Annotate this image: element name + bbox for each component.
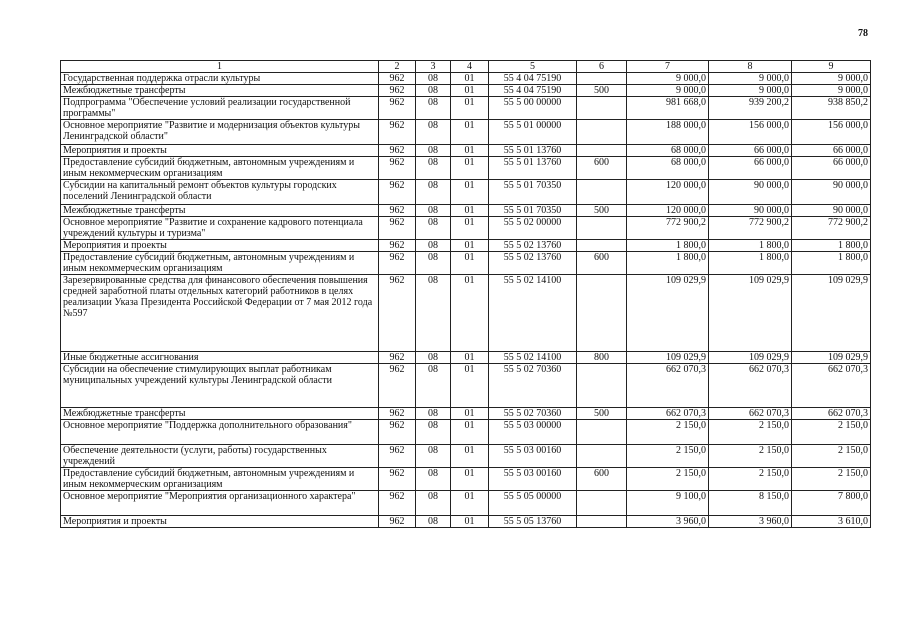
row-value-9: 156 000,0 bbox=[792, 120, 871, 145]
row-value-7: 120 000,0 bbox=[627, 180, 709, 205]
row-name: Основное мероприятие "Развитие и модернизация объектов культуры Ленинградской области" bbox=[61, 120, 379, 145]
row-value-9: 2 150,0 bbox=[792, 420, 871, 445]
table-row bbox=[61, 352, 871, 364]
row-code-2: 962 bbox=[379, 145, 416, 157]
table-row bbox=[61, 468, 871, 491]
table-row bbox=[61, 120, 871, 145]
header-cell: 7 bbox=[627, 61, 709, 73]
row-target-code: 55 5 02 00000 bbox=[489, 217, 577, 240]
row-name: Субсидии на обеспечение стимулирующих выплат работникам муниципальных учреждений культуры Ленинградской области bbox=[61, 364, 379, 408]
row-name: Основное мероприятие "Поддержка дополнительного образования" bbox=[61, 420, 379, 445]
table-row bbox=[61, 205, 871, 217]
table-row bbox=[61, 252, 871, 275]
row-name: Обеспечение деятельности (услуги, работы) государственных учреждений bbox=[61, 445, 379, 468]
row-value-8: 1 800,0 bbox=[709, 252, 792, 275]
row-value-9: 9 000,0 bbox=[792, 85, 871, 97]
header-cell: 5 bbox=[489, 61, 577, 73]
row-code-2: 962 bbox=[379, 120, 416, 145]
row-code-3: 08 bbox=[416, 157, 451, 180]
row-value-7: 772 900,2 bbox=[627, 217, 709, 240]
row-code-4: 01 bbox=[451, 275, 489, 352]
table-row bbox=[61, 157, 871, 180]
row-code-2: 962 bbox=[379, 157, 416, 180]
row-code-2: 962 bbox=[379, 516, 416, 528]
row-code-4: 01 bbox=[451, 97, 489, 120]
row-code-3: 08 bbox=[416, 516, 451, 528]
row-code-4: 01 bbox=[451, 491, 489, 516]
row-code-4: 01 bbox=[451, 364, 489, 408]
row-value-7: 68 000,0 bbox=[627, 145, 709, 157]
row-value-7: 662 070,3 bbox=[627, 408, 709, 420]
row-code-3: 08 bbox=[416, 468, 451, 491]
table-row bbox=[61, 73, 871, 85]
row-code-2: 962 bbox=[379, 252, 416, 275]
row-value-8: 90 000,0 bbox=[709, 205, 792, 217]
row-target-code: 55 5 02 70360 bbox=[489, 408, 577, 420]
row-value-8: 2 150,0 bbox=[709, 468, 792, 491]
row-code-4: 01 bbox=[451, 180, 489, 205]
row-value-9: 90 000,0 bbox=[792, 205, 871, 217]
row-code-4: 01 bbox=[451, 217, 489, 240]
table-row bbox=[61, 516, 871, 528]
row-target-code: 55 5 02 14100 bbox=[489, 275, 577, 352]
row-name: Предоставление субсидий бюджетным, автономным учреждениям и иным некоммерческим организациям bbox=[61, 157, 379, 180]
row-name: Мероприятия и проекты bbox=[61, 516, 379, 528]
row-value-7: 2 150,0 bbox=[627, 468, 709, 491]
row-value-9: 66 000,0 bbox=[792, 145, 871, 157]
row-expense-type: 500 bbox=[577, 85, 627, 97]
row-name: Государственная поддержка отрасли культуры bbox=[61, 73, 379, 85]
row-code-2: 962 bbox=[379, 275, 416, 352]
row-value-8: 156 000,0 bbox=[709, 120, 792, 145]
row-code-2: 962 bbox=[379, 180, 416, 205]
header-cell: 8 bbox=[709, 61, 792, 73]
row-value-7: 1 800,0 bbox=[627, 240, 709, 252]
row-value-9: 2 150,0 bbox=[792, 445, 871, 468]
header-cell: 1 bbox=[61, 61, 379, 73]
row-target-code: 55 5 02 70360 bbox=[489, 364, 577, 408]
row-value-9: 938 850,2 bbox=[792, 97, 871, 120]
row-code-4: 01 bbox=[451, 420, 489, 445]
row-name: Основное мероприятие "Развитие и сохранение кадрового потенциала учреждений культуры и туризма" bbox=[61, 217, 379, 240]
row-value-8: 109 029,9 bbox=[709, 352, 792, 364]
row-expense-type bbox=[577, 516, 627, 528]
row-code-4: 01 bbox=[451, 73, 489, 85]
row-target-code: 55 5 00 00000 bbox=[489, 97, 577, 120]
row-code-3: 08 bbox=[416, 445, 451, 468]
row-value-9: 2 150,0 bbox=[792, 468, 871, 491]
row-expense-type bbox=[577, 240, 627, 252]
row-code-3: 08 bbox=[416, 120, 451, 145]
row-target-code: 55 5 01 70350 bbox=[489, 180, 577, 205]
row-expense-type: 600 bbox=[577, 157, 627, 180]
row-code-4: 01 bbox=[451, 120, 489, 145]
row-expense-type: 500 bbox=[577, 408, 627, 420]
row-expense-type: 600 bbox=[577, 252, 627, 275]
row-value-7: 981 668,0 bbox=[627, 97, 709, 120]
table-row bbox=[61, 145, 871, 157]
row-value-9: 109 029,9 bbox=[792, 275, 871, 352]
row-code-3: 08 bbox=[416, 97, 451, 120]
row-name: Предоставление субсидий бюджетным, автономным учреждениям и иным некоммерческим организациям bbox=[61, 252, 379, 275]
row-value-8: 9 000,0 bbox=[709, 73, 792, 85]
row-value-8: 66 000,0 bbox=[709, 157, 792, 180]
row-expense-type bbox=[577, 217, 627, 240]
row-value-7: 120 000,0 bbox=[627, 205, 709, 217]
row-target-code: 55 5 05 13760 bbox=[489, 516, 577, 528]
row-expense-type bbox=[577, 420, 627, 445]
table-row bbox=[61, 420, 871, 445]
table-row bbox=[61, 240, 871, 252]
row-value-7: 109 029,9 bbox=[627, 352, 709, 364]
row-code-4: 01 bbox=[451, 468, 489, 491]
header-row bbox=[61, 61, 871, 73]
row-target-code: 55 5 03 00160 bbox=[489, 445, 577, 468]
row-code-2: 962 bbox=[379, 73, 416, 85]
row-code-3: 08 bbox=[416, 491, 451, 516]
row-target-code: 55 5 05 00000 bbox=[489, 491, 577, 516]
row-target-code: 55 5 03 00160 bbox=[489, 468, 577, 491]
row-target-code: 55 4 04 75190 bbox=[489, 73, 577, 85]
row-code-3: 08 bbox=[416, 252, 451, 275]
row-target-code: 55 4 04 75190 bbox=[489, 85, 577, 97]
row-code-3: 08 bbox=[416, 205, 451, 217]
row-value-7: 3 960,0 bbox=[627, 516, 709, 528]
row-code-4: 01 bbox=[451, 408, 489, 420]
row-value-8: 662 070,3 bbox=[709, 364, 792, 408]
row-code-3: 08 bbox=[416, 240, 451, 252]
row-code-3: 08 bbox=[416, 180, 451, 205]
row-code-4: 01 bbox=[451, 240, 489, 252]
row-target-code: 55 5 03 00000 bbox=[489, 420, 577, 445]
row-value-8: 1 800,0 bbox=[709, 240, 792, 252]
row-target-code: 55 5 02 14100 bbox=[489, 352, 577, 364]
row-code-3: 08 bbox=[416, 364, 451, 408]
row-value-7: 1 800,0 bbox=[627, 252, 709, 275]
row-code-2: 962 bbox=[379, 352, 416, 364]
row-value-9: 1 800,0 bbox=[792, 252, 871, 275]
row-code-2: 962 bbox=[379, 97, 416, 120]
row-code-4: 01 bbox=[451, 205, 489, 217]
row-target-code: 55 5 02 13760 bbox=[489, 252, 577, 275]
row-code-3: 08 bbox=[416, 420, 451, 445]
header-cell: 6 bbox=[577, 61, 627, 73]
row-value-7: 188 000,0 bbox=[627, 120, 709, 145]
row-value-9: 1 800,0 bbox=[792, 240, 871, 252]
row-code-2: 962 bbox=[379, 85, 416, 97]
row-target-code: 55 5 01 13760 bbox=[489, 157, 577, 180]
row-value-9: 109 029,9 bbox=[792, 352, 871, 364]
row-value-8: 939 200,2 bbox=[709, 97, 792, 120]
table-row bbox=[61, 445, 871, 468]
row-code-4: 01 bbox=[451, 516, 489, 528]
table-row bbox=[61, 97, 871, 120]
header-cell: 9 bbox=[792, 61, 871, 73]
row-value-8: 662 070,3 bbox=[709, 408, 792, 420]
row-value-7: 2 150,0 bbox=[627, 445, 709, 468]
row-expense-type bbox=[577, 180, 627, 205]
row-value-7: 9 000,0 bbox=[627, 85, 709, 97]
row-code-2: 962 bbox=[379, 445, 416, 468]
row-name: Мероприятия и проекты bbox=[61, 145, 379, 157]
row-code-2: 962 bbox=[379, 364, 416, 408]
row-value-7: 9 100,0 bbox=[627, 491, 709, 516]
row-code-3: 08 bbox=[416, 73, 451, 85]
row-name: Межбюджетные трансферты bbox=[61, 85, 379, 97]
row-code-4: 01 bbox=[451, 352, 489, 364]
row-code-3: 08 bbox=[416, 217, 451, 240]
row-code-2: 962 bbox=[379, 491, 416, 516]
table-row bbox=[61, 217, 871, 240]
row-value-7: 662 070,3 bbox=[627, 364, 709, 408]
row-value-9: 772 900,2 bbox=[792, 217, 871, 240]
row-name: Предоставление субсидий бюджетным, автономным учреждениям и иным некоммерческим организациям bbox=[61, 468, 379, 491]
table-row bbox=[61, 408, 871, 420]
row-name: Подпрограмма "Обеспечение условий реализации государственной программы" bbox=[61, 97, 379, 120]
table-row bbox=[61, 180, 871, 205]
row-expense-type: 800 bbox=[577, 352, 627, 364]
row-name: Мероприятия и проекты bbox=[61, 240, 379, 252]
header-cell: 2 bbox=[379, 61, 416, 73]
row-expense-type bbox=[577, 364, 627, 408]
row-expense-type bbox=[577, 97, 627, 120]
row-expense-type bbox=[577, 120, 627, 145]
row-target-code: 55 5 01 13760 bbox=[489, 145, 577, 157]
row-value-9: 66 000,0 bbox=[792, 157, 871, 180]
row-code-2: 962 bbox=[379, 217, 416, 240]
row-code-2: 962 bbox=[379, 205, 416, 217]
row-value-8: 109 029,9 bbox=[709, 275, 792, 352]
row-name: Межбюджетные трансферты bbox=[61, 408, 379, 420]
row-value-8: 8 150,0 bbox=[709, 491, 792, 516]
page-number: 78 bbox=[858, 28, 868, 39]
row-name: Межбюджетные трансферты bbox=[61, 205, 379, 217]
row-expense-type: 500 bbox=[577, 205, 627, 217]
row-expense-type bbox=[577, 145, 627, 157]
row-value-8: 90 000,0 bbox=[709, 180, 792, 205]
row-value-7: 2 150,0 bbox=[627, 420, 709, 445]
row-code-2: 962 bbox=[379, 240, 416, 252]
table-row bbox=[61, 491, 871, 516]
row-code-2: 962 bbox=[379, 408, 416, 420]
row-code-2: 962 bbox=[379, 468, 416, 491]
row-code-4: 01 bbox=[451, 145, 489, 157]
row-name: Иные бюджетные ассигнования bbox=[61, 352, 379, 364]
row-name: Субсидии на капитальный ремонт объектов культуры городских поселений Ленинградской области bbox=[61, 180, 379, 205]
table-row bbox=[61, 275, 871, 352]
row-target-code: 55 5 01 70350 bbox=[489, 205, 577, 217]
row-name: Основное мероприятие "Мероприятия организационного характера" bbox=[61, 491, 379, 516]
row-expense-type bbox=[577, 73, 627, 85]
row-value-7: 68 000,0 bbox=[627, 157, 709, 180]
row-value-9: 9 000,0 bbox=[792, 73, 871, 85]
row-expense-type bbox=[577, 491, 627, 516]
header-cell: 4 bbox=[451, 61, 489, 73]
budget-table bbox=[60, 60, 871, 528]
row-code-3: 08 bbox=[416, 85, 451, 97]
row-target-code: 55 5 02 13760 bbox=[489, 240, 577, 252]
row-value-8: 772 900,2 bbox=[709, 217, 792, 240]
table-row bbox=[61, 85, 871, 97]
row-name: Зарезервированные средства для финансового обеспечения повышения средней заработной платы отдельных категорий работников в целях реализации Указа Президента Российской Федерации от 7 мая 2012 года №597 bbox=[61, 275, 379, 352]
row-code-3: 08 bbox=[416, 352, 451, 364]
row-value-9: 662 070,3 bbox=[792, 408, 871, 420]
row-code-4: 01 bbox=[451, 445, 489, 468]
row-value-8: 2 150,0 bbox=[709, 445, 792, 468]
row-code-3: 08 bbox=[416, 145, 451, 157]
row-value-9: 7 800,0 bbox=[792, 491, 871, 516]
row-code-2: 962 bbox=[379, 420, 416, 445]
row-value-8: 3 960,0 bbox=[709, 516, 792, 528]
row-value-9: 662 070,3 bbox=[792, 364, 871, 408]
row-value-8: 66 000,0 bbox=[709, 145, 792, 157]
row-expense-type bbox=[577, 275, 627, 352]
header-cell: 3 bbox=[416, 61, 451, 73]
row-value-7: 9 000,0 bbox=[627, 73, 709, 85]
row-expense-type: 600 bbox=[577, 468, 627, 491]
row-value-8: 9 000,0 bbox=[709, 85, 792, 97]
row-code-4: 01 bbox=[451, 252, 489, 275]
row-code-3: 08 bbox=[416, 408, 451, 420]
row-expense-type bbox=[577, 445, 627, 468]
table-row bbox=[61, 364, 871, 408]
row-code-4: 01 bbox=[451, 85, 489, 97]
row-target-code: 55 5 01 00000 bbox=[489, 120, 577, 145]
row-value-9: 3 610,0 bbox=[792, 516, 871, 528]
row-value-9: 90 000,0 bbox=[792, 180, 871, 205]
row-value-8: 2 150,0 bbox=[709, 420, 792, 445]
row-code-3: 08 bbox=[416, 275, 451, 352]
row-code-4: 01 bbox=[451, 157, 489, 180]
row-value-7: 109 029,9 bbox=[627, 275, 709, 352]
